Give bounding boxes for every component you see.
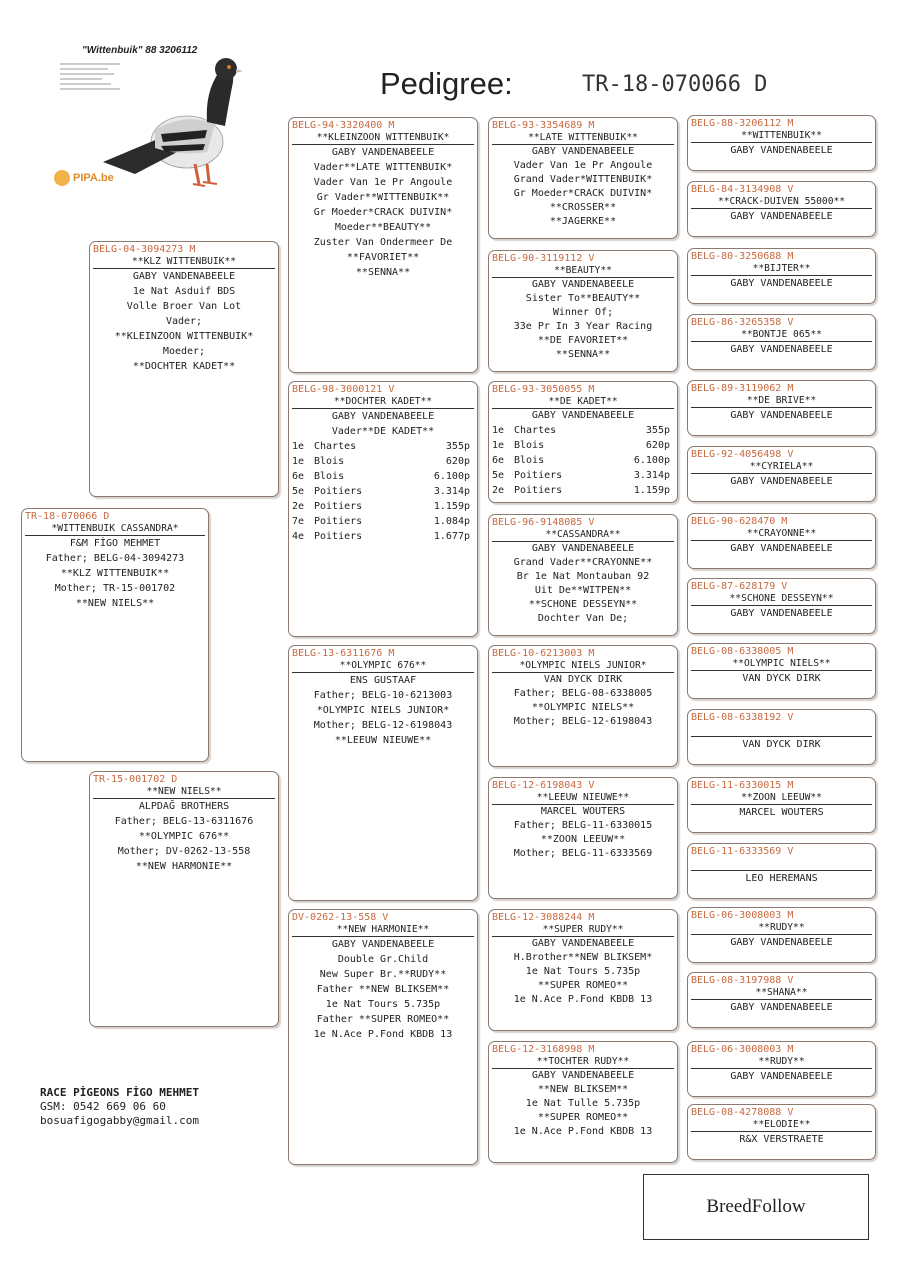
card-line: VAN DYCK DIRK xyxy=(543,674,623,685)
card-line: Dochter Van De; xyxy=(537,613,629,624)
entries: 620p xyxy=(645,440,670,451)
card-line: **NEW BLIKSEM** xyxy=(537,1084,629,1095)
great-grandparent-card xyxy=(488,777,678,899)
entries: 6.100p xyxy=(633,455,670,466)
entries: 355p xyxy=(445,441,470,452)
breeder-name: GABY VANDENABEELE xyxy=(730,344,833,355)
card-line: 1e Nat Asduif BDS xyxy=(132,286,236,297)
card-line: Double Gr.Child xyxy=(337,954,429,965)
race-result xyxy=(292,514,474,529)
pigeon-name: **RUDY** xyxy=(691,1056,872,1069)
race-result xyxy=(292,484,474,499)
race-result xyxy=(492,468,674,483)
contact-email[interactable]: bosuafigogabby@gmail.com xyxy=(40,1114,199,1127)
card-line: 1e Nat Tours 5.735p xyxy=(325,999,441,1010)
entries: 355p xyxy=(645,425,670,436)
ring-number: BELG-96-9148085 V xyxy=(492,517,595,528)
place: 1e xyxy=(292,456,305,467)
entries: 6.100p xyxy=(433,471,470,482)
card-line: 1e N.Ace P.Fond KBDB 13 xyxy=(513,994,653,1005)
card-line: **SUPER ROMEO** xyxy=(537,980,629,991)
ring-number: BELG-08-3197988 V xyxy=(691,975,794,986)
card-line: Father; BELG-08-6338005 xyxy=(513,688,653,699)
card-line: Father; BELG-13-6311676 xyxy=(114,816,254,827)
ggg-parent-card xyxy=(687,513,876,569)
ring-number: TR-15-001702 D xyxy=(93,774,178,785)
card-line: **OLYMPIC NIELS** xyxy=(531,702,635,713)
logo-fine-print xyxy=(60,60,120,93)
card-line: Mother; BELG-12-6198043 xyxy=(313,720,453,731)
ggg-parent-card xyxy=(687,777,876,833)
card-line: Father **NEW BLIKSEM** xyxy=(316,984,450,995)
card-line: 33e Pr In 3 Year Racing xyxy=(513,321,653,332)
card-line: **SCHONE DESSEYN** xyxy=(528,599,638,610)
race: Chartes xyxy=(314,441,357,452)
card-line: 1e Nat Tours 5.735p xyxy=(525,966,641,977)
pigeon-name: **CYRIELA** xyxy=(691,461,872,474)
card-line: **ZOON LEEUW** xyxy=(540,834,626,845)
ggg-parent-card xyxy=(687,248,876,304)
card-line: GABY VANDENABEELE xyxy=(331,147,435,158)
ring-number: BELG-87-628179 V xyxy=(691,581,788,592)
breeder-name: LEO HEREMANS xyxy=(745,873,818,884)
place: 6e xyxy=(492,455,505,466)
card-line: 1e Nat Tulle 5.735p xyxy=(525,1098,641,1109)
card-line: Zuster Van Ondermeer De xyxy=(313,237,453,248)
card-line: Father **SUPER ROMEO** xyxy=(316,1014,450,1025)
race: Poitiers xyxy=(314,501,363,512)
grandparent-card xyxy=(288,909,478,1165)
ring-number: TR-18-070066 D xyxy=(25,511,110,522)
pigeon-name: **KLEINZOON WITTENBUIK* xyxy=(292,132,474,145)
page-title: Pedigree: xyxy=(380,66,513,101)
race-result xyxy=(292,439,474,454)
breedfollow-brand: BreedFollow xyxy=(643,1174,869,1240)
card-line: Volle Broer Van Lot xyxy=(126,301,242,312)
pipa-brand-text: PIPA.be xyxy=(73,171,114,184)
card-line: GABY VANDENABEELE xyxy=(331,939,435,950)
great-grandparent-card xyxy=(488,514,678,636)
card-line: GABY VANDENABEELE xyxy=(531,1070,635,1081)
pigeon-name: **CRAYONNE** xyxy=(691,528,872,541)
card-line: Br 1e Nat Montauban 92 xyxy=(516,571,650,582)
card-line: Grand Vader**CRAYONNE** xyxy=(513,557,653,568)
place: 5e xyxy=(492,470,505,481)
sire-card xyxy=(89,241,279,497)
race: Poitiers xyxy=(514,470,563,481)
logo-ring-label: "Wittenbuik" 88 3206112 xyxy=(82,45,198,56)
breeder-name: GABY VANDENABEELE xyxy=(730,543,833,554)
race: Poitiers xyxy=(314,516,363,527)
ggg-parent-card xyxy=(687,380,876,436)
great-grandparent-card xyxy=(488,250,678,372)
pipa-circle-icon xyxy=(54,170,70,186)
entries: 620p xyxy=(445,456,470,467)
place: 1e xyxy=(492,440,505,451)
pigeon-name: **SUPER RUDY** xyxy=(492,924,674,937)
entries: 1.159p xyxy=(433,501,470,512)
grandparent-card xyxy=(288,117,478,373)
card-line: *OLYMPIC NIELS JUNIOR* xyxy=(316,705,450,716)
card-line: Father; BELG-11-6330015 xyxy=(513,820,653,831)
great-grandparent-card xyxy=(488,645,678,767)
ggg-parent-card xyxy=(687,578,876,634)
great-grandparent-card xyxy=(488,117,678,239)
card-line: ALPDAĞ BROTHERS xyxy=(138,801,230,812)
ring-number: BELG-80-3250688 M xyxy=(691,251,794,262)
ring-number: BELG-90-3119112 V xyxy=(492,253,595,264)
pigeon-name: **OLYMPIC 676** xyxy=(292,660,474,673)
pigeon-name: **LEEUW NIEUWE** xyxy=(492,792,674,805)
card-line: Vader Van 1e Pr Angoule xyxy=(513,160,653,171)
pigeon-name: **NEW NIELS** xyxy=(93,786,275,799)
pigeon-name xyxy=(691,858,872,871)
card-line: Winner Of; xyxy=(552,307,614,318)
pigeon-name: **SCHONE DESSEYN** xyxy=(691,593,872,606)
card-line: Moeder**BEAUTY** xyxy=(334,222,432,233)
card-line: GABY VANDENABEELE xyxy=(531,146,635,157)
breeder-name: MARCEL WOUTERS xyxy=(739,807,824,818)
pigeon-name: **LATE WITTENBUIK** xyxy=(492,132,674,145)
breeder-name: R&X VERSTRAETE xyxy=(739,1134,824,1145)
ring-number: BELG-88-3206112 M xyxy=(691,118,794,129)
card-line: **DOCHTER KADET** xyxy=(132,361,236,372)
place: 2e xyxy=(292,501,305,512)
card-line: Mother; BELG-12-6198043 xyxy=(513,716,653,727)
ring-number: BELG-08-6338005 M xyxy=(691,646,794,657)
ring-number: BELG-12-3168998 M xyxy=(492,1044,595,1055)
card-line: Vader Van 1e Pr Angoule xyxy=(313,177,453,188)
card-line: Grand Vader*WITTENBUIK* xyxy=(513,174,653,185)
card-line: 1e N.Ace P.Fond KBDB 13 xyxy=(513,1126,653,1137)
pigeon-name: **DE KADET** xyxy=(492,396,674,409)
pigeon-name: **BEAUTY** xyxy=(492,265,674,278)
great-grandparent-card xyxy=(488,1041,678,1163)
ring-number: DV-0262-13-558 V xyxy=(292,912,389,923)
ring-number: BELG-04-3094273 M xyxy=(93,244,196,255)
pigeon-name: **RUDY** xyxy=(691,922,872,935)
ggg-parent-card xyxy=(687,709,876,765)
ring-number: BELG-86-3265358 V xyxy=(691,317,794,328)
pigeon-name: **ELODIE** xyxy=(691,1119,872,1132)
card-line: **SENNA** xyxy=(355,267,411,278)
ring-number: BELG-06-3008003 M xyxy=(691,1044,794,1055)
race: Poitiers xyxy=(514,485,563,496)
pigeon-name: **OLYMPIC NIELS** xyxy=(691,658,872,671)
ggg-parent-card xyxy=(687,314,876,370)
card-line: **SENNA** xyxy=(555,349,611,360)
card-line: **NEW NIELS** xyxy=(75,598,155,609)
card-line: ENS GUSTAAF xyxy=(349,675,417,686)
page-ring-number: TR-18-070066 D xyxy=(582,72,768,97)
ring-number: BELG-11-6330015 M xyxy=(691,780,794,791)
race-result xyxy=(292,469,474,484)
race-result xyxy=(492,438,674,453)
contact-phone: GSM: 0542 669 06 60 xyxy=(40,1100,166,1113)
ring-number: BELG-11-6333569 V xyxy=(691,846,794,857)
card-line: F&M FİGO MEHMET xyxy=(69,538,161,549)
card-line: Sister To**BEAUTY** xyxy=(525,293,641,304)
card-line: **DE FAVORIET** xyxy=(537,335,629,346)
card-line: **KLZ WITTENBUIK** xyxy=(60,568,170,579)
breeder-name: GABY VANDENABEELE xyxy=(730,476,833,487)
pigeon-name: **DOCHTER KADET** xyxy=(292,396,474,409)
card-line: Vader**LATE WITTENBUIK* xyxy=(313,162,453,173)
ring-number: BELG-06-3008003 M xyxy=(691,910,794,921)
breeder-name: GABY VANDENABEELE xyxy=(730,937,833,948)
card-line: **CROSSER** xyxy=(549,202,617,213)
pigeon-name xyxy=(691,724,872,737)
ring-number: BELG-08-6338192 V xyxy=(691,712,794,723)
place: 7e xyxy=(292,516,305,527)
pigeon-name: **SHANA** xyxy=(691,987,872,1000)
card-line: Vader; xyxy=(165,316,203,327)
place: 5e xyxy=(292,486,305,497)
breeder-name: GABY VANDENABEELE xyxy=(730,145,833,156)
race: Poitiers xyxy=(314,486,363,497)
pigeon-name: **ZOON LEEUW** xyxy=(691,792,872,805)
breeder-name: GABY VANDENABEELE xyxy=(730,1071,833,1082)
card-line: 1e N.Ace P.Fond KBDB 13 xyxy=(313,1029,453,1040)
race: Blois xyxy=(514,455,545,466)
grandparent-card xyxy=(288,645,478,901)
card-line: **JAGERKE** xyxy=(549,216,617,227)
card-line: MARCEL WOUTERS xyxy=(540,806,626,817)
pigeon-name: **NEW HARMONIE** xyxy=(292,924,474,937)
ggg-parent-card xyxy=(687,115,876,171)
ggg-parent-card xyxy=(687,181,876,237)
card-line: GABY VANDENABEELE xyxy=(531,279,635,290)
place: 6e xyxy=(292,471,305,482)
pigeon-name: *WITTENBUIK CASSANDRA* xyxy=(25,523,205,536)
ring-number: BELG-98-3000121 V xyxy=(292,384,395,395)
race-result xyxy=(292,499,474,514)
race-result xyxy=(292,529,474,544)
card-line: Moeder; xyxy=(162,346,206,357)
card-line: GABY VANDENABEELE xyxy=(531,410,635,421)
card-line: Vader**DE KADET** xyxy=(331,426,435,437)
ring-number: BELG-90-628470 M xyxy=(691,516,788,527)
ring-number: BELG-92-4056498 V xyxy=(691,449,794,460)
subject-card xyxy=(21,508,209,762)
ring-number: BELG-10-6213003 M xyxy=(492,648,595,659)
card-line: Gr Vader**WITTENBUIK** xyxy=(316,192,450,203)
breeder-name: GABY VANDENABEELE xyxy=(730,410,833,421)
race: Blois xyxy=(514,440,545,451)
card-line: **NEW HARMONIE** xyxy=(135,861,233,872)
ggg-parent-card xyxy=(687,972,876,1028)
ring-number: BELG-89-3119062 M xyxy=(691,383,794,394)
pigeon-name: **TOCHTER RUDY** xyxy=(492,1056,674,1069)
entries: 1.677p xyxy=(433,531,470,542)
ring-number: BELG-12-3088244 M xyxy=(492,912,595,923)
card-line: GABY VANDENABEELE xyxy=(331,411,435,422)
entries: 3.314p xyxy=(633,470,670,481)
breeder-name: GABY VANDENABEELE xyxy=(730,608,833,619)
race: Chartes xyxy=(514,425,557,436)
pigeon-name: **CRACK-DUIVEN 55000** xyxy=(691,196,872,209)
pigeon-name: **WITTENBUIK** xyxy=(691,130,872,143)
dam-card xyxy=(89,771,279,1027)
card-line: Mother; BELG-11-6333569 xyxy=(513,848,653,859)
card-line: Mother; DV-0262-13-558 xyxy=(117,846,251,857)
card-line: New Super Br.**RUDY** xyxy=(319,969,447,980)
breeder-name: GABY VANDENABEELE xyxy=(730,278,833,289)
race-result xyxy=(492,483,674,498)
great-grandparent-card xyxy=(488,381,678,503)
card-line: **LEEUW NIEUWE** xyxy=(334,735,432,746)
entries: 1.159p xyxy=(633,485,670,496)
card-line: Gr Moeder*CRACK DUIVIN* xyxy=(513,188,653,199)
card-line: GABY VANDENABEELE xyxy=(132,271,236,282)
ring-number: BELG-13-6311676 M xyxy=(292,648,395,659)
card-line: H.Brother**NEW BLIKSEM* xyxy=(513,952,653,963)
pigeon-name: **DE BRIVE** xyxy=(691,395,872,408)
ring-number: BELG-84-3134908 V xyxy=(691,184,794,195)
card-line: Mother; TR-15-001702 xyxy=(54,583,176,594)
ring-number: BELG-93-3354689 M xyxy=(492,120,595,131)
ggg-parent-card xyxy=(687,843,876,899)
race: Blois xyxy=(314,456,345,467)
breeder-name: GABY VANDENABEELE xyxy=(730,211,833,222)
pipa-logo xyxy=(54,170,114,186)
race: Blois xyxy=(314,471,345,482)
ggg-parent-card xyxy=(687,1104,876,1160)
ggg-parent-card xyxy=(687,446,876,502)
grandparent-card xyxy=(288,381,478,637)
breeder-name: VAN DYCK DIRK xyxy=(742,673,821,684)
place: 1e xyxy=(292,441,305,452)
race-result xyxy=(292,454,474,469)
ggg-parent-card xyxy=(687,907,876,963)
breeder-name: GABY VANDENABEELE xyxy=(730,1002,833,1013)
ggg-parent-card xyxy=(687,1041,876,1097)
card-line: **OLYMPIC 676** xyxy=(138,831,230,842)
place: 2e xyxy=(492,485,505,496)
ring-number: BELG-94-3320400 M xyxy=(292,120,395,131)
card-line: GABY VANDENABEELE xyxy=(531,543,635,554)
card-line: **FAVORIET** xyxy=(346,252,420,263)
card-line: **SUPER ROMEO** xyxy=(537,1112,629,1123)
contact-name: RACE PİGEONS FİGO MEHMET xyxy=(40,1086,199,1099)
card-line: **KLEINZOON WITTENBUIK* xyxy=(114,331,254,342)
contact-block xyxy=(40,1086,199,1128)
pigeon-name: *OLYMPIC NIELS JUNIOR* xyxy=(492,660,674,673)
card-line: Father; BELG-04-3094273 xyxy=(45,553,185,564)
card-line: Gr Moeder*CRACK DUIVIN* xyxy=(313,207,453,218)
breeder-name: VAN DYCK DIRK xyxy=(742,739,821,750)
pigeon-name: **BONTJE 065** xyxy=(691,329,872,342)
pigeon-name: **CASSANDRA** xyxy=(492,529,674,542)
card-line: GABY VANDENABEELE xyxy=(531,938,635,949)
great-grandparent-card xyxy=(488,909,678,1031)
entries: 3.314p xyxy=(433,486,470,497)
place: 4e xyxy=(292,531,305,542)
ring-number: BELG-12-6198043 V xyxy=(492,780,595,791)
card-line: Uit De**WITPEN** xyxy=(534,585,632,596)
race-result xyxy=(492,423,674,438)
pigeon-name: **KLZ WITTENBUIK** xyxy=(93,256,275,269)
card-line: Father; BELG-10-6213003 xyxy=(313,690,453,701)
race: Poitiers xyxy=(314,531,363,542)
place: 1e xyxy=(492,425,505,436)
ggg-parent-card xyxy=(687,643,876,699)
ring-number: BELG-93-3050055 M xyxy=(492,384,595,395)
pigeon-name: **BIJTER** xyxy=(691,263,872,276)
entries: 1.084p xyxy=(433,516,470,527)
ring-number: BELG-08-4278088 V xyxy=(691,1107,794,1118)
race-result xyxy=(492,453,674,468)
